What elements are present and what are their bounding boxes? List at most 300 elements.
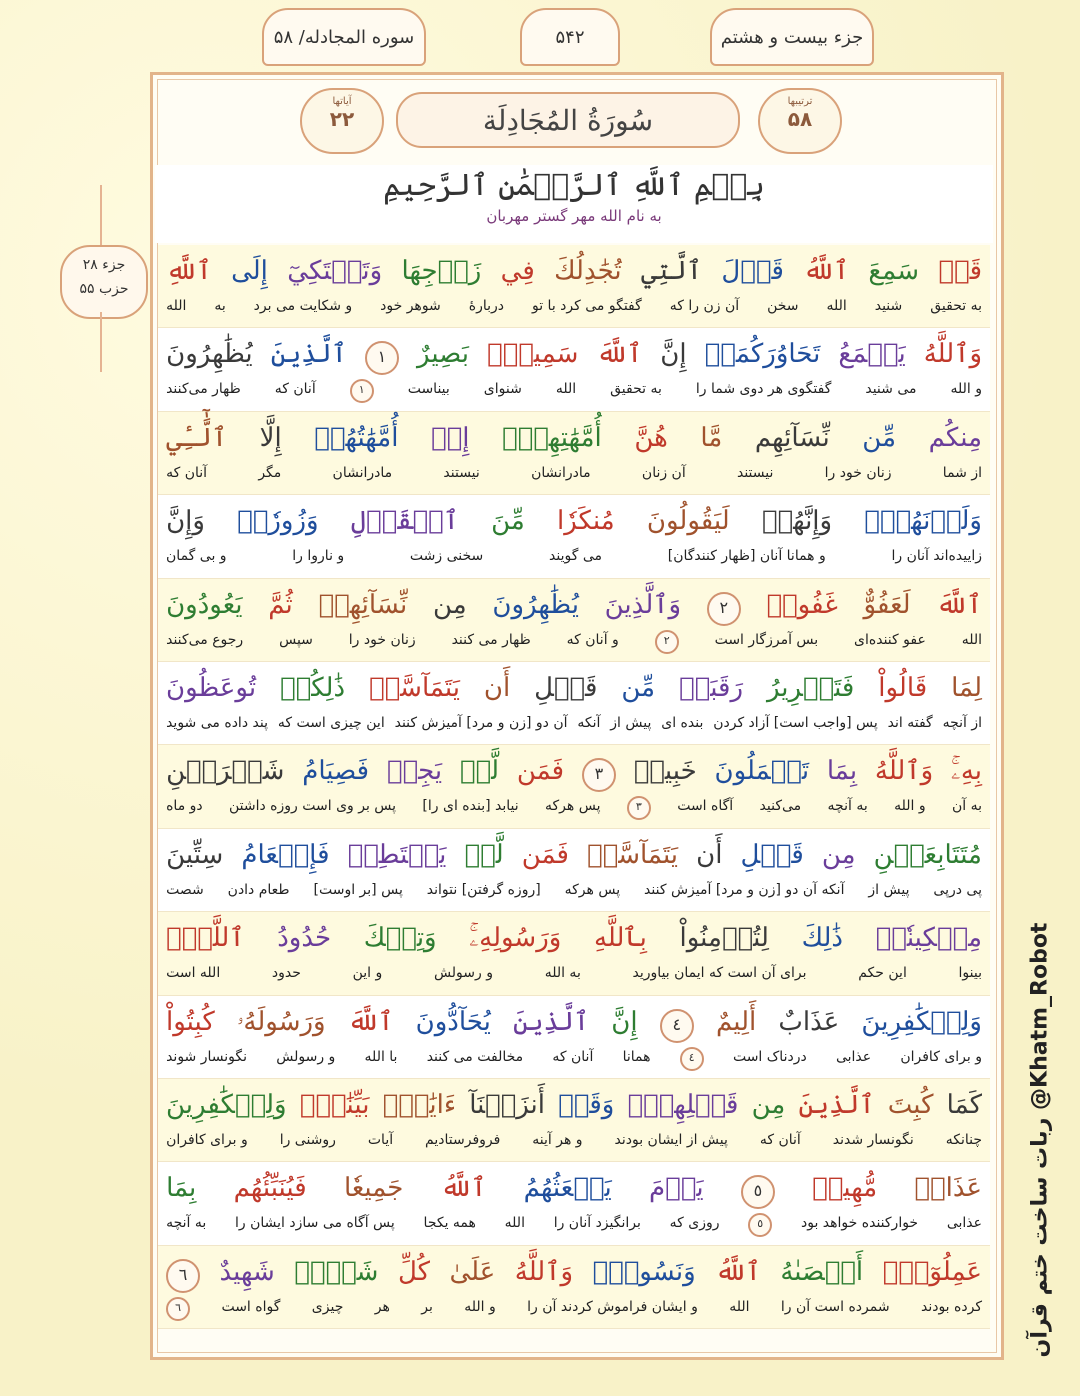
persian-translation-line	[166, 295, 982, 317]
arabic-word: بَصِيرٌ	[416, 339, 469, 370]
verse-lines	[158, 245, 990, 1329]
persian-word: بر	[421, 1298, 433, 1315]
arabic-word: كُبِتَ	[887, 1089, 934, 1120]
verse-number-marker: ٣	[582, 758, 616, 792]
persian-word: مخالفت می کنند	[426, 1048, 524, 1065]
persian-word: همانا	[622, 1048, 651, 1065]
arabic-word: ٱللَّهَ	[596, 339, 643, 370]
persian-word: پند داده می شوید	[166, 714, 268, 731]
arabic-word: أَحۡصَىٰهُ	[780, 1256, 864, 1287]
persian-word: الله	[826, 298, 847, 314]
surah-label: سوره المجادله/ ۵۸	[262, 8, 426, 66]
arabic-word: جَمِيعٗا	[343, 1173, 404, 1204]
arabic-word: إِلَّا	[259, 422, 282, 453]
arabic-word: ٱلَّذِينَ	[798, 1089, 875, 1120]
arabic-line	[166, 583, 982, 627]
verse-number-marker-small: ٤	[680, 1047, 704, 1071]
arabic-word: فَصِيَامُ	[302, 756, 370, 787]
arabic-word: أَلِيمٌ	[715, 1006, 757, 1037]
verse-row	[158, 829, 990, 912]
persian-word: الله	[555, 381, 577, 398]
persian-word: حدود	[271, 965, 301, 982]
arabic-word: وَتِلۡكَ	[363, 923, 437, 954]
arabic-word: ءَايَٰتِۭ	[382, 1089, 457, 1120]
arabic-word: رَقَبَةٖ	[679, 672, 744, 703]
verse-row	[158, 662, 990, 745]
arabic-word: ٱلَّتِي	[641, 256, 702, 286]
persian-translation-line	[166, 1212, 982, 1237]
arabic-word: يَوۡمَ	[649, 1173, 704, 1204]
persian-word: سپس	[279, 631, 313, 648]
arabic-word: عَذَابٌ	[778, 1006, 840, 1037]
persian-word: پس آگاه می سازد ایشان را	[235, 1215, 395, 1232]
persian-word: و الله	[950, 381, 982, 398]
arabic-word: وَرَسُولَهُۥ	[236, 1006, 326, 1037]
persian-word: و این	[352, 965, 383, 982]
arabic-word: مَّا	[700, 422, 723, 453]
arabic-word: لِمَا	[951, 672, 982, 703]
arabic-word: ٱلۡقَوۡلِ	[350, 506, 459, 537]
arabic-word: وَٱللَّهُ	[874, 756, 934, 787]
persian-word: الله	[961, 631, 982, 648]
verse-row	[158, 245, 990, 328]
persian-word: پس [بر اوست]	[313, 881, 403, 898]
arabic-word: قَبۡلِهِمۡۚ	[627, 1089, 739, 1120]
persian-word: این حکم	[858, 965, 907, 982]
arabic-word: تُجَٰدِلُكَ	[554, 256, 622, 286]
persian-word: شمرده است آن را	[780, 1298, 890, 1315]
arabic-word: يَتَمَآسَّاۚ	[368, 672, 460, 703]
persian-word: گفتگوی هر دوی شما را	[695, 381, 832, 398]
arabic-word: فِي	[500, 256, 535, 286]
persian-word: آنان که	[759, 1131, 801, 1148]
arabic-word: وَإِنَّهُمۡ	[761, 506, 833, 537]
verse-row	[158, 996, 990, 1079]
persian-word: آنان که	[552, 1048, 594, 1065]
persian-word: و آنان که	[566, 631, 619, 648]
persian-word: گواه است	[221, 1298, 281, 1315]
arabic-word: عَمِلُوٓاْۚ	[882, 1256, 982, 1287]
juz-label: جزء بیست و هشتم	[710, 8, 874, 66]
verse-number-marker: ٥	[741, 1175, 775, 1209]
arabic-word: ذَٰلِكُمۡ	[279, 672, 346, 703]
persian-word: و شکایت می برد	[253, 298, 353, 314]
hizb-number: حزب ۵۵	[79, 281, 129, 297]
arabic-word: سَمِعَ	[868, 256, 919, 286]
persian-translation-line	[166, 629, 982, 654]
arabic-word: قَبۡلِ	[534, 672, 598, 703]
arabic-line	[166, 416, 982, 460]
arabic-word: نِّسَآئِهِم	[754, 422, 830, 453]
persian-word: روزی که	[669, 1215, 720, 1232]
arabic-word: مِن	[432, 589, 467, 620]
persian-word: آن زنان	[641, 464, 686, 481]
persian-word: و همانا آنان [ظهار کنندگان]	[667, 548, 826, 565]
arabic-word: يَسۡمَعُ	[838, 339, 906, 370]
arabic-word: سِتِّينَ	[166, 839, 224, 870]
arabic-word: إِنَّ	[660, 339, 687, 370]
arabic-word: إِلَى	[231, 256, 268, 286]
arabic-word: مِنكُم	[928, 422, 982, 453]
arabic-word: شَهۡرَيۡنِ	[166, 756, 285, 787]
persian-word: آنکه	[577, 714, 601, 731]
order-number: ۵۸	[787, 107, 813, 131]
persian-translation-line	[166, 712, 982, 734]
persian-word: و الله	[894, 798, 926, 815]
arabic-word: يُظَٰهِرُونَ	[492, 589, 579, 620]
arabic-word: حُدُودُ	[277, 923, 332, 954]
persian-word: زاییده‌اند آنان را	[891, 548, 982, 565]
verse-number-marker-small: ٣	[627, 796, 651, 820]
persian-word: ظهار می کنند	[451, 631, 531, 648]
arabic-word: تُوعَظُونَ	[166, 672, 257, 703]
arabic-word: خَبِيرٞ	[633, 756, 697, 787]
arabic-word: وَلَدۡنَهُمۡۚ	[864, 506, 982, 537]
persian-word: آیات	[367, 1131, 394, 1148]
arabic-word: وَتَشۡتَكِيٓ	[287, 256, 383, 286]
arabic-word: تَحَاوُرَكُمَآۚ	[704, 339, 821, 370]
persian-word: پیش از	[868, 881, 910, 898]
arabic-word: مِن	[821, 839, 856, 870]
arabic-word: مِّنَ	[491, 506, 525, 537]
persian-word: زنان خود را	[348, 631, 416, 648]
arabic-word: أَن	[483, 672, 511, 703]
arabic-word: عَلَىٰ	[449, 1256, 496, 1287]
arabic-word: وَٱلَّذِينَ	[604, 589, 682, 620]
arabic-word: ثُمَّ	[268, 589, 293, 620]
persian-word: و هر آینه	[532, 1131, 583, 1148]
arabic-word: يَجِدۡ	[386, 756, 443, 787]
arabic-word: أَنزَلۡنَآ	[469, 1089, 545, 1120]
arabic-line	[166, 833, 982, 877]
arabic-word: ٱلَّذِينَ	[270, 339, 347, 370]
surah-title-row	[300, 88, 870, 152]
verse-number-marker-small: ٢	[655, 630, 679, 654]
watermark-credit	[1010, 922, 1080, 1358]
persian-word: آن زن را که	[669, 298, 740, 314]
persian-word: شنوای	[483, 381, 522, 398]
arabic-word: قَدۡ	[938, 256, 982, 286]
arabic-word: بِهِۦۚ	[950, 756, 982, 787]
arabic-word: سَمِيعُۢ	[487, 339, 579, 370]
arabic-word: ٱللَّهَ	[347, 1006, 394, 1037]
verse-number-marker: ٢	[707, 592, 741, 626]
order-label: ترتیبها	[787, 96, 813, 107]
persian-word: از شما	[942, 464, 982, 481]
side-ornament-bottom	[100, 312, 102, 372]
persian-word: طعام دادن	[227, 881, 290, 898]
arabic-word: وَقَدۡ	[558, 1089, 615, 1120]
arabic-word: مِّن	[862, 422, 896, 453]
surah-name: سُورَةُ المُجَادِلَة	[396, 92, 740, 148]
credit-text: ربات ساخت ختم قرآن @Khatm_Robot	[1027, 922, 1053, 1358]
ayat-count: ۲۲	[329, 107, 355, 131]
arabic-word: زَوۡجِهَا	[401, 256, 482, 286]
verse-number-marker-small: ٥	[748, 1213, 772, 1237]
arabic-word: ٱلَّٰٓـِٔي	[166, 422, 228, 453]
verse-row	[158, 912, 990, 995]
persian-word: مادرانشان	[332, 464, 393, 481]
arabic-word: بِمَا	[166, 1173, 197, 1204]
arabic-word: فَإِطۡعَامُ	[241, 839, 330, 870]
persian-word: آنکه آن دو [زن و مرد] آمیزش کنند	[644, 881, 845, 898]
persian-word: نگونسار شدند	[832, 1131, 914, 1148]
persian-word: سخن	[767, 298, 799, 314]
persian-word: نگونسار شوند	[166, 1048, 248, 1065]
persian-translation-line	[166, 378, 982, 403]
arabic-word: وَلِلۡكَٰفِرِينَ	[861, 1006, 982, 1037]
persian-word: سخنی زشت	[409, 548, 484, 565]
persian-word: شصت	[166, 881, 204, 898]
arabic-word: ٱللَّهِ	[166, 256, 212, 286]
arabic-word: أَن	[696, 839, 723, 870]
arabic-word: مُنكَرٗا	[556, 506, 615, 537]
persian-word: عفو کننده‌ای	[854, 631, 926, 648]
arabic-word: مِن	[751, 1089, 786, 1120]
persian-word: می گویند	[549, 548, 603, 565]
persian-word: دردناک است	[732, 1048, 807, 1065]
persian-word: بینوا	[958, 965, 982, 982]
arabic-word: بَيِّنَٰتٖۚ	[299, 1089, 370, 1120]
arabic-word: يَسۡتَطِعۡ	[347, 839, 447, 870]
verse-row	[158, 579, 990, 662]
arabic-word: فَيُنَبِّئُهُم	[233, 1173, 307, 1204]
arabic-word: فَتَحۡرِيرُ	[766, 672, 855, 703]
persian-word: مگر	[258, 464, 282, 481]
arabic-word: مُّهِينٞ	[812, 1173, 878, 1204]
persian-word: به آن	[951, 798, 982, 815]
verse-row	[158, 412, 990, 495]
verse-row	[158, 495, 990, 578]
persian-word: خوارکننده خواهد بود	[800, 1215, 919, 1232]
arabic-word: لَعَفُوٌّ	[863, 589, 911, 620]
persian-word: به الله	[544, 965, 581, 982]
persian-word: به آنچه	[166, 1215, 207, 1232]
arabic-line	[166, 666, 982, 710]
arabic-word: يُظَٰهِرُونَ	[166, 339, 253, 370]
arabic-word: مِسۡكِينٗاۚ	[875, 923, 982, 954]
persian-word: و ناروا را	[292, 548, 345, 565]
persian-word: آنان که	[166, 464, 208, 481]
persian-word: پس بر وی است روزه داشتن	[229, 798, 397, 815]
arabic-word: يَبۡعَثُهُمُ	[523, 1173, 612, 1204]
persian-translation-line	[166, 1129, 982, 1151]
persian-word: و الله	[464, 1298, 496, 1315]
arabic-word: ٱللَّهُ	[803, 256, 849, 286]
persian-word: پس هرکه	[545, 798, 601, 815]
persian-word: با الله	[364, 1048, 398, 1065]
arabic-word: كُبِتُواْ	[166, 1006, 215, 1037]
arabic-line	[166, 1000, 982, 1044]
page-number: ۵۴۲	[520, 8, 620, 66]
arabic-word: شَهِيدٌ	[219, 1256, 275, 1287]
verse-row	[158, 1079, 990, 1162]
arabic-word: مِّن	[621, 672, 656, 703]
side-ornament-top	[100, 185, 102, 245]
persian-translation-line	[166, 795, 982, 820]
persian-word: آگاه است	[677, 798, 734, 815]
arabic-word: إِنۡ	[430, 422, 470, 453]
persian-word: و ایشان فراموش کردند آن را	[527, 1298, 698, 1315]
persian-word: نیستند	[736, 464, 774, 481]
persian-translation-line	[166, 1046, 982, 1071]
arabic-word: قَوۡلَ	[721, 256, 784, 286]
persian-translation-line	[166, 462, 982, 484]
persian-word: [روزه گرفتن] نتواند	[426, 881, 541, 898]
arabic-word: ٱللَّهُ	[715, 1256, 761, 1287]
verse-number-marker: ١	[365, 341, 399, 375]
arabic-line	[166, 916, 982, 960]
persian-word: برانگیزد آنان را	[553, 1215, 641, 1232]
arabic-word: عَذَابٞ	[914, 1173, 982, 1204]
arabic-word: وَإِنَّ	[166, 506, 205, 537]
arabic-word: لَّمۡ	[459, 756, 500, 787]
verse-number-marker-small: ٦	[166, 1297, 190, 1321]
basmala-persian: به نام الله مهر گستر مهربان	[486, 207, 662, 225]
persian-word: چنانکه	[945, 1131, 982, 1148]
persian-translation-line	[166, 962, 982, 984]
arabic-word: قَالُواْ	[878, 672, 928, 703]
persian-word: زنان خود را	[824, 464, 892, 481]
arabic-line	[166, 332, 982, 376]
arabic-line	[166, 1166, 982, 1210]
persian-word: نیستند	[443, 464, 480, 481]
persian-word: و برای کافران	[900, 1048, 982, 1065]
persian-word: به تحقیق	[930, 298, 982, 314]
persian-word: پس هرکه	[564, 881, 621, 898]
verse-row	[158, 745, 990, 828]
arabic-word: وَنَسُوهُۚ	[592, 1256, 696, 1287]
juz-number: جزء ۲۸	[82, 257, 126, 273]
arabic-word: وَرَسُولِهِۦۚ	[469, 923, 562, 954]
persian-word: پیش از	[610, 714, 652, 731]
arabic-word: وَلِلۡكَٰفِرِينَ	[166, 1089, 287, 1120]
persian-word: به	[214, 298, 226, 314]
persian-word: همه یکجا	[423, 1215, 476, 1232]
verse-number-marker: ٦	[166, 1259, 200, 1293]
persian-word: گفتگو می کرد با تو	[531, 298, 642, 314]
persian-translation-line	[166, 1296, 982, 1321]
arabic-word: تَعۡمَلُونَ	[714, 756, 810, 787]
persian-word: الله	[729, 1298, 750, 1315]
arabic-word: ٱللَّهِۗ	[166, 923, 245, 954]
arabic-word: هُنَّ	[634, 422, 668, 453]
arabic-word: نِّسَآئِهِمۡ	[318, 589, 408, 620]
arabic-line	[166, 749, 982, 793]
arabic-word: بِمَا	[826, 756, 858, 787]
verse-row	[158, 1246, 990, 1329]
persian-word: بیناست	[407, 381, 450, 398]
persian-word: بس آمرزگار است	[714, 631, 819, 648]
persian-word: آنان که	[274, 381, 316, 398]
arabic-word: وَزُورٗاۚ	[237, 506, 319, 537]
persian-translation-line	[166, 545, 982, 567]
persian-translation-line	[166, 879, 982, 901]
persian-word: عذابی	[946, 1215, 982, 1232]
arabic-word: أُمَّهَٰتِهِمۡۖ	[501, 422, 602, 453]
arabic-word: لِتُؤۡمِنُواْ	[679, 923, 769, 954]
arabic-word: يَتَمَآسَّاۖ	[587, 839, 679, 870]
persian-word: آن دو [زن و مرد] آمیزش کنند	[394, 714, 568, 731]
persian-word: بنده ای	[661, 714, 704, 731]
persian-word: گفته اند	[887, 714, 933, 731]
arabic-word: أُمَّهَٰتُهُمۡ	[314, 422, 399, 453]
persian-word: می‌کنید	[759, 798, 802, 815]
persian-word: عذابی	[835, 1048, 872, 1065]
persian-word: نیابد [بنده ای را]	[422, 798, 519, 815]
persian-word: شنید	[874, 298, 903, 314]
arabic-word: مُتَتَابِعَيۡنِ	[873, 839, 982, 870]
persian-word: ظهار می‌کنند	[166, 381, 241, 398]
order-badge	[758, 88, 842, 154]
arabic-word: إِنَّ	[611, 1006, 638, 1037]
persian-word: دو ماه	[166, 798, 203, 815]
persian-word: برای آن است که ایمان بیاورید	[632, 965, 807, 982]
persian-word: و بی گمان	[166, 548, 227, 565]
persian-word: از آنچه	[942, 714, 982, 731]
persian-word: به آنچه	[827, 798, 868, 815]
persian-word: پس [واجب است] آزاد کردن	[713, 714, 878, 731]
arabic-word: لَيَقُولُونَ	[646, 506, 730, 537]
arabic-word: لَّمۡ	[464, 839, 504, 870]
arabic-line	[166, 249, 982, 293]
persian-word: کرده بودند	[920, 1298, 982, 1315]
basmala	[155, 165, 993, 243]
persian-word: فروفرستادیم	[425, 1131, 501, 1148]
arabic-word: ٱللَّهَ	[936, 589, 982, 620]
arabic-word: كَمَا	[946, 1089, 982, 1120]
persian-word: دربارهٔ	[468, 298, 505, 314]
verse-row	[158, 328, 990, 411]
persian-word: چیزی	[311, 1298, 344, 1315]
persian-word: هر	[374, 1298, 390, 1315]
basmala-arabic: بِسۡمِ ٱللَّهِ ٱلرَّحۡمَٰنِ ٱلرَّحِيمِ	[383, 168, 765, 203]
persian-word: الله	[504, 1215, 525, 1232]
arabic-word: وَٱللَّهُ	[923, 339, 982, 370]
persian-word: این چیزی است که	[277, 714, 385, 731]
arabic-line	[166, 1250, 982, 1294]
arabic-word: غَفُورٞ	[766, 589, 838, 620]
persian-word: پی درپی	[933, 881, 982, 898]
persian-word: پیش از ایشان بودند	[614, 1131, 728, 1148]
persian-word: و رسولش	[276, 1048, 336, 1065]
arabic-word: بِٱللَّهِ	[593, 923, 647, 954]
arabic-word: فَمَن	[521, 839, 569, 870]
ayat-label: آیاتها	[332, 96, 352, 107]
juz-hizb-marker	[60, 245, 148, 319]
arabic-word: يَعُودُونَ	[166, 589, 243, 620]
verse-row	[158, 1162, 990, 1245]
arabic-word: ٱلَّذِينَ	[512, 1006, 590, 1037]
verse-number-marker: ٤	[660, 1009, 694, 1043]
arabic-word: فَمَن	[516, 756, 565, 787]
arabic-word: قَبۡلِ	[740, 839, 804, 870]
persian-word: به تحقیق	[610, 381, 662, 398]
persian-word: روشنی را	[279, 1131, 336, 1148]
persian-word: رجوع می‌کنند	[166, 631, 244, 648]
arabic-line	[166, 1083, 982, 1127]
arabic-word: شَيۡءٖ	[294, 1256, 379, 1287]
arabic-line	[166, 499, 982, 543]
arabic-word: كُلِّ	[397, 1256, 431, 1287]
persian-word: می شنید	[865, 381, 917, 398]
persian-word: شوهر خود	[380, 298, 441, 314]
persian-word: الله است	[166, 965, 221, 982]
ayat-count-badge	[300, 88, 384, 154]
arabic-word: ذَٰلِكَ	[801, 923, 843, 954]
persian-word: الله	[166, 298, 187, 314]
persian-word: و برای کافران	[166, 1131, 248, 1148]
